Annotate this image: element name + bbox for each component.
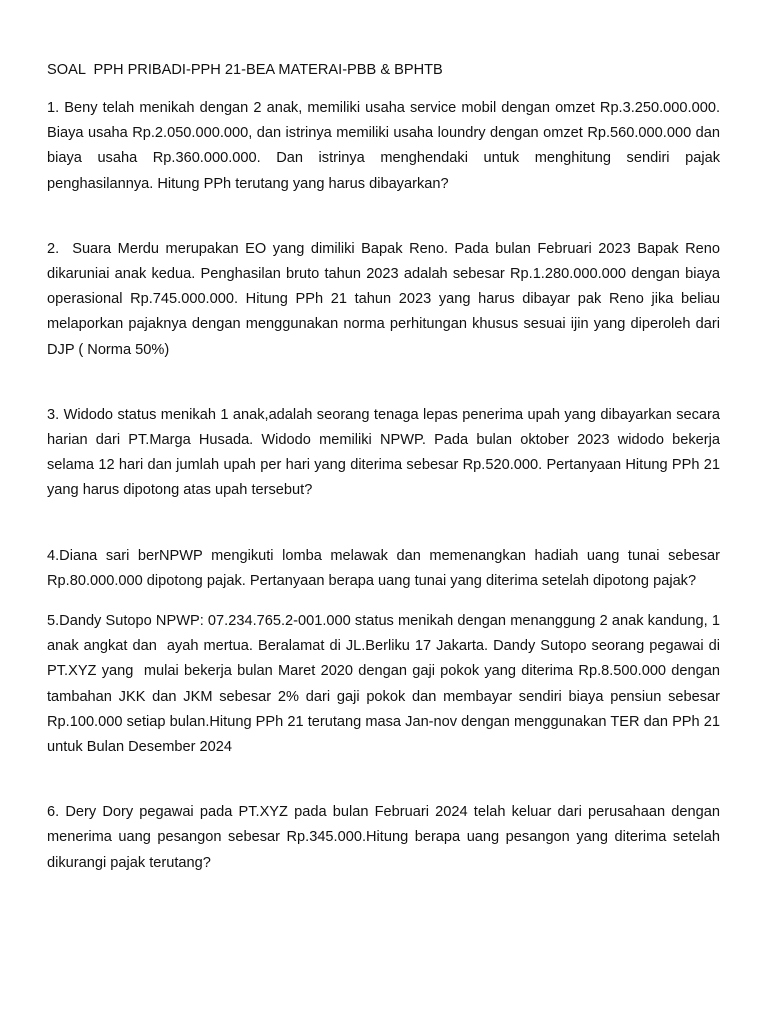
question-1: 1. Beny telah menikah dengan 2 anak, memiliki usaha service mobil dengan omzet Rp.3.250.000.000. Biaya usaha Rp.2.050.000.000, dan istrinya memiliki usaha loundry dengan omzet Rp.560.000.000 dan biaya usaha Rp.360.000.000. Dan istrinya menghendaki untuk menghitung sendiri pajak penghasilannya. Hitung PPh terutang yang harus dibayarkan? <box>47 100 725 192</box>
question-2: 2. Suara Merdu merupakan EO yang dimiliki Bapak Reno. Pada bulan Februari 2023 Bapak Reno dikaruniai anak kedua. Penghasilan bruto tahun 2023 adalah sebesar Rp.1.280.000.000 dengan biaya operasional Rp.745.000.000. Hitung PPh 21 tahun 2023 yang harus dibayar pak Reno jika beliau melaporkan pajaknya dengan menggunakan norma perhitungan khusus sesuai ijin yang diperoleh dari DJP ( Norma 50%) <box>47 240 725 358</box>
question-4: 4.Diana sari berNPWP mengikuti lomba melawak dan memenangkan hadiah uang tunai sebesar Rp.80.000.000 dipotong pajak. Pertanyaan berapa uang tunai yang diterima setelah dipotong pajak? <box>47 547 725 589</box>
document-page <box>47 58 725 876</box>
document-title: SOAL PPH PRIBADI-PPH 21-BEA MATERAI-PBB & BPHTB <box>47 62 443 78</box>
question-3: 3. Widodo status menikah 1 anak,adalah seorang tenaga lepas penerima upah yang dibayarkan secara harian dari PT.Marga Husada. Widodo memiliki NPWP. Pada bulan oktober 2023 widodo bekerja selama 12 hari dan jumlah upah per hari yang diterima sebesar Rp.520.000. Pertanyaan Hitung PPh 21 yang harus dipotong atas upah tersebut? <box>47 406 725 499</box>
question-6: 6. Dery Dory pegawai pada PT.XYZ pada bulan Februari 2024 telah keluar dari perusahaan dengan menerima uang pesangon sebesar Rp.345.000.Hitung berapa uang pesangon yang diterima setelah dikurangi pajak terutang? <box>47 804 725 871</box>
question-5: 5.Dandy Sutopo NPWP: 07.234.765.2-001.000 status menikah dengan menanggung 2 anak kandung, 1 anak angkat dan ayah mertua. Beralamat di JL.Berliku 17 Jakarta. Dandy Sutopo seorang pegawai di PT.XYZ yang mulai bekerja bulan Maret 2020 dengan gaji pokok yang diterima Rp.8.500.000 dengan tambahan JKK dan JKM sebesar 2% dari gaji pokok dan membayar sendiri biaya pensiun sebesar Rp.100.000 setiap bulan.Hitung PPh 21 terutang masa Jan-nov dengan menggunakan TER dan PPh 21 untuk Bulan Desember 2024 <box>47 613 725 756</box>
